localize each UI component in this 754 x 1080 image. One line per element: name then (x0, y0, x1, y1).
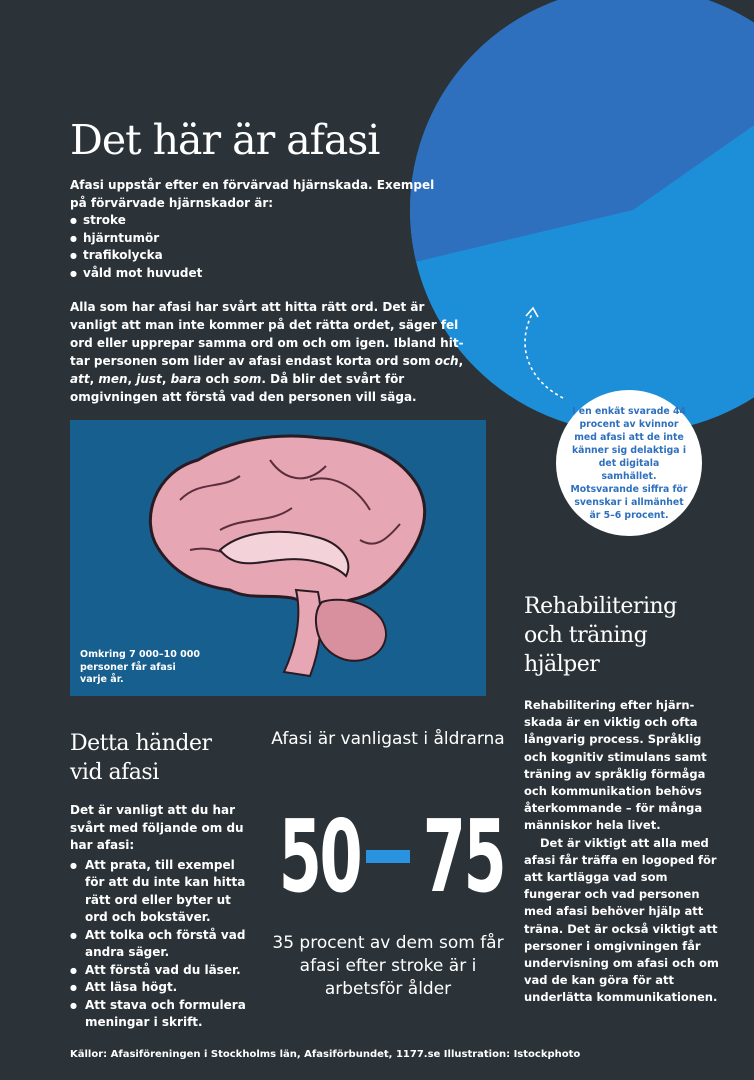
survey-bubble (556, 390, 702, 536)
effects-heading: Detta händer vid afasi (70, 731, 212, 785)
rehab-block (524, 697, 724, 1007)
list-item: ● våld mot huvudet (70, 265, 450, 283)
paragraph-text: . Då blir det svårt för omgivningen att förstå vad den personen vill säga. (70, 372, 417, 404)
example-word: just (136, 372, 162, 386)
intro-lead: Afasi uppstår efter en förvärvad hjärnskada. Exempel på förvärvade hjärnskador är: (70, 178, 435, 210)
list-item: ● Att läsa högt. (70, 979, 255, 997)
effects-block (70, 802, 255, 1032)
list-item: ● Att stava och formulera meningar i skrift. (70, 997, 255, 1032)
word-finding-paragraph: Alla som har afasi har svårt att hitta rätt ord. Det är vanligt att man inte kommer på det rätta ordet, säger fel ord eller upprepar samma ord om och om igen. Ibland hittar personen som lider av afasi endast korta ord som och, att, men, just, bara och som. Då blir det svårt för omgivningen att förstå vad den personen vill säga. (70, 300, 464, 404)
brain-cortex (150, 436, 424, 604)
age-dash (366, 850, 410, 863)
footer-sources: Källor: Afasiföreningen i Stockholms län, Afasiförbundet, 1177.se Illustration: Istockphoto (70, 1049, 581, 1060)
age-intro: Afasi är vanligast i åldrarna (271, 729, 505, 749)
cerebellum (316, 600, 386, 661)
rehab-paragraph: Rehabilitering efter hjärnskada är en viktig och ofta långvarig process. Språklig och kognitiv stimulans samt träning av språklig förmåga och kommunikation behövs återkommande – för många människor hela livet. (524, 698, 707, 833)
example-word: men (98, 372, 128, 386)
injury-list (70, 212, 450, 282)
age-to: 75 (422, 798, 505, 915)
list-item: ● Att förstå vad du läser. (70, 962, 255, 980)
paragraph-text: Alla som har afasi har svårt att hitta rätt ord. Det är vanligt att man inte kommer på det rätta ordet, säger fel ord eller upprepar samma ord om och om igen. Ibland hittar personen som lider av afasi endast korta ord som (70, 300, 464, 368)
rehab-heading: Rehabilitering och träning hjälper (524, 594, 677, 677)
example-word: som (233, 372, 262, 386)
example-word: och (434, 354, 459, 368)
page-title: Det här är afasi (70, 116, 380, 164)
list-item: ● Att prata, till exempel för att du inte kan hitta rätt ord eller byter ut ord och bokstäver. (70, 857, 255, 927)
example-word: att (70, 372, 90, 386)
effects-list (70, 857, 255, 1032)
age-from: 50 (278, 798, 361, 915)
list-item: ● Att tolka och förstå vad andra säger. (70, 927, 255, 962)
intro-block (70, 177, 450, 282)
age-outro: 35 procent av dem som får afasi efter stroke är i arbetsför ålder (272, 933, 504, 999)
survey-text: I en enkät svarade 44 procent av kvinnor med afasi att de inte känner sig delaktiga i det digitala samhället. Motsvarande siffra för svenskar i allmänhet är 5–6 procent. (570, 405, 688, 521)
list-item: ● stroke (70, 212, 450, 230)
effects-lead: Det är vanligt att du har svårt med följande om du har afasi: (70, 803, 244, 852)
brain-caption: Omkring 7 000–10 000 personer får afasi varje år. (80, 649, 200, 685)
brain-stem (284, 590, 321, 676)
list-item: ● trafikolycka (70, 247, 450, 265)
rehab-paragraph: Det är viktigt att alla med afasi får träffa en logoped för att kartlägga vad som fungerar och vad personen med afasi behöver hjälp att träna. Det är också viktigt att personer i omgivningen får undervisning om afasi och om vad de kan göra för att underlätta kommunikationen. (524, 835, 719, 1005)
age-range (262, 782, 514, 932)
list-item: ● hjärntumör (70, 230, 450, 248)
example-word: bara (170, 372, 202, 386)
